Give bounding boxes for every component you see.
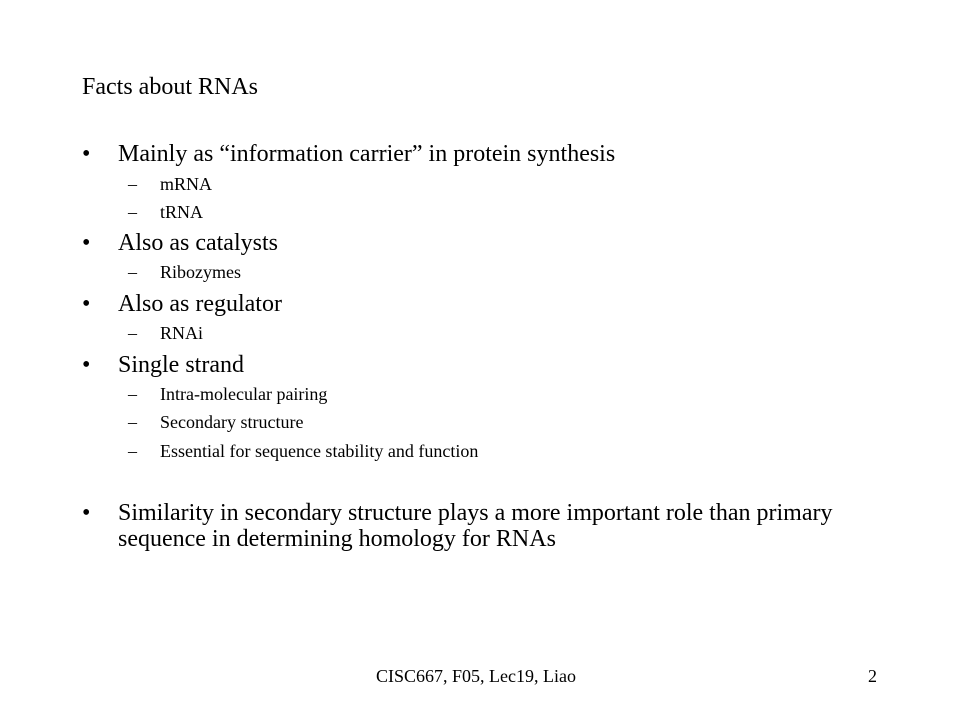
sub-item-text: Ribozymes (160, 262, 241, 282)
bullet-text: Also as regulator (118, 291, 282, 317)
bullet-icon: • (82, 230, 91, 256)
dash-icon: – (128, 323, 137, 343)
bullet-text: Similarity in secondary structure plays a more important role than primary sequence in determining homology for RNAs (118, 500, 833, 552)
sub-item-text: Intra-molecular pairing (160, 384, 328, 404)
page-number: 2 (868, 666, 877, 686)
sub-item-text: Secondary structure (160, 412, 304, 432)
footer-text: CISC667, F05, Lec19, Liao (376, 666, 576, 686)
dash-icon: – (128, 412, 137, 432)
dash-icon: – (128, 262, 137, 282)
dash-icon: – (128, 174, 137, 194)
sub-item-text: tRNA (160, 202, 204, 222)
slide-title: Facts about RNAs (82, 74, 258, 100)
sub-item-text: RNAi (160, 323, 204, 343)
bullet-icon: • (82, 291, 91, 317)
bullet-icon: • (82, 352, 91, 378)
sub-item-text: mRNA (160, 174, 213, 194)
dash-icon: – (128, 384, 137, 404)
bullet-text: Also as catalysts (118, 230, 278, 256)
dash-icon: – (128, 202, 137, 222)
sub-item-text: Essential for sequence stability and function (160, 441, 479, 461)
bullet-icon: • (82, 141, 91, 167)
bullet-icon: • (82, 500, 91, 526)
bullet-text: Mainly as “information carrier” in protein synthesis (118, 141, 616, 167)
bullet-text: Single strand (118, 352, 244, 378)
dash-icon: – (128, 441, 137, 461)
